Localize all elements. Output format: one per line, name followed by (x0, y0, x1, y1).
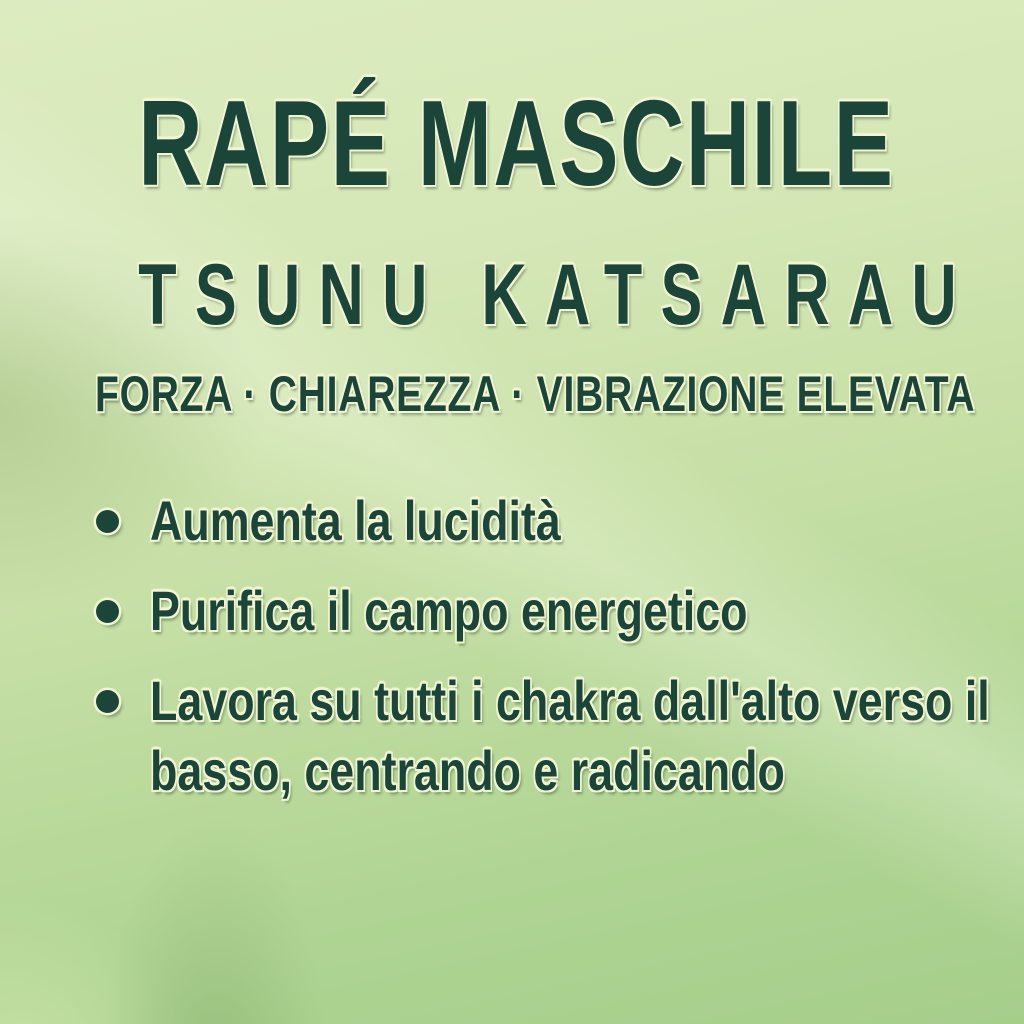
product-name: TSUNU KATSARAU (138, 247, 976, 343)
benefits-list (96, 486, 1024, 826)
page-title: RAPÉ MASCHILE (138, 75, 895, 211)
list-item (96, 486, 1024, 556)
list-item (96, 666, 1024, 806)
bullet-icon (96, 510, 119, 533)
benefit-text: Aumenta la lucidità (150, 489, 561, 552)
benefit-text: Lavora su tutti i chakra dall'alto verso il basso, centrando e radicando (150, 669, 990, 802)
bullet-icon (96, 690, 119, 713)
tagline: FORZA · CHIAREZZA · VIBRAZIONE ELEVATA (95, 366, 976, 422)
benefit-text: Purifica il campo energetico (150, 579, 748, 642)
bullet-icon (96, 600, 119, 623)
list-item (96, 576, 1024, 646)
